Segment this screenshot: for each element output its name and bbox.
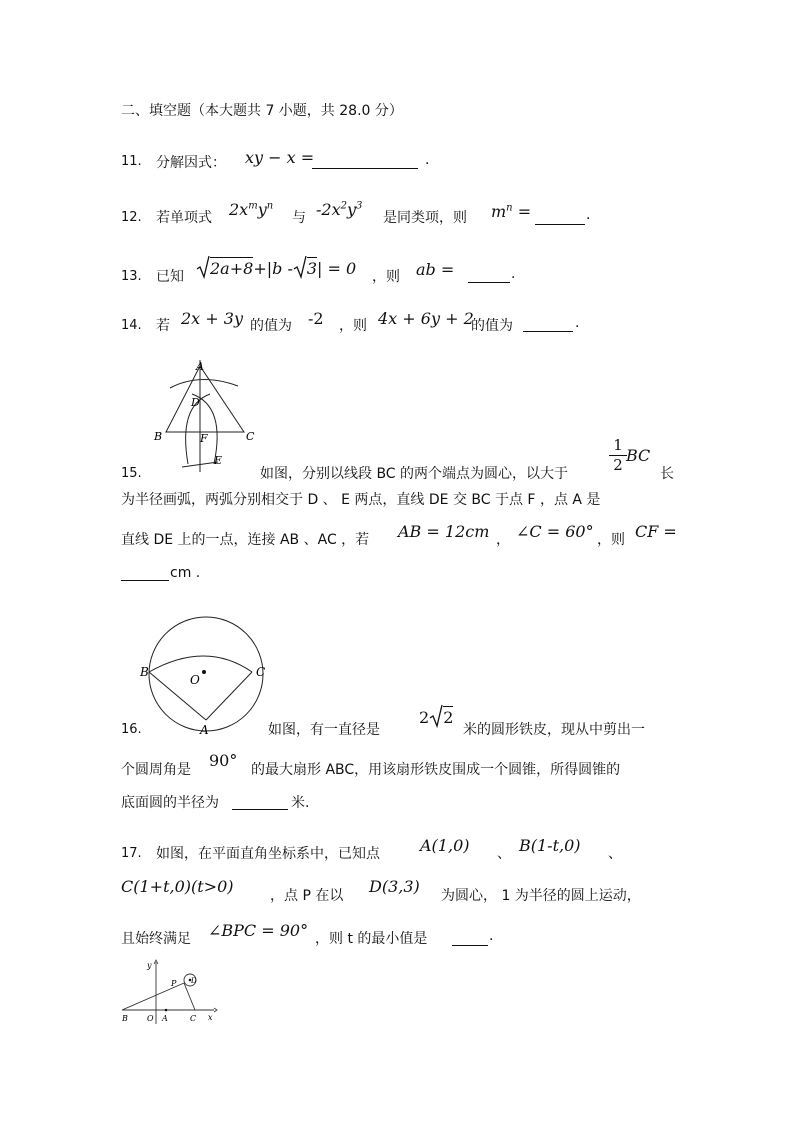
- label-c: C: [190, 1014, 197, 1023]
- q17-line2a: ，点 P 在以: [270, 888, 344, 904]
- q13-mid: ，则: [372, 269, 400, 285]
- q14-answer-blank[interactable]: [523, 317, 573, 332]
- q17-angle: ∠BPC = 90°: [208, 921, 309, 940]
- q15-line2: 为半径画弧，两弧分别相交于 D 、 E 两点，直线 DE 交 BC 于点 F ，点 A 是: [121, 492, 601, 508]
- q16-diameter: 2 2: [419, 704, 453, 728]
- q17-line3a: 且始终满足: [121, 931, 191, 947]
- q15-line4: cm .: [170, 565, 201, 581]
- q15-figure: [148, 354, 268, 476]
- q14-mid2: ，则: [339, 318, 367, 334]
- q12-monomial-2: $-2x^2y^3$: [316, 200, 363, 219]
- q14-number: 14.: [121, 318, 142, 333]
- section-title: 二、填空题（本大题共 7 小题，共 28.0 分）: [121, 103, 403, 119]
- label-a: A: [162, 1014, 168, 1023]
- q17-line3b: ，则 t 的最小值是: [315, 931, 428, 947]
- q13-lead: 已知: [156, 269, 184, 285]
- q14-expr-1: 2x + 3y: [181, 309, 243, 328]
- sqrt-sign-icon: [293, 255, 307, 279]
- q15-number: 15.: [121, 466, 142, 481]
- q17-sep2: 、: [608, 846, 622, 862]
- label-o: O: [147, 1014, 154, 1023]
- q17-point-c: C(1+t,0)(t>0): [121, 877, 234, 896]
- q15-line1b: 长: [660, 466, 674, 482]
- q15-line1a: 如图，分别以线段 BC 的两个端点为圆心，以大于: [260, 466, 569, 482]
- q14-mid1: 的值为: [250, 318, 292, 334]
- center-dot: [202, 670, 206, 674]
- q15-fraction-text: BC: [626, 446, 651, 465]
- q17-figure: [118, 958, 222, 1028]
- q15-line3a: 直线 DE 上的一点，连接 AB 、AC ，若: [121, 532, 370, 548]
- q14-expr-2: 4x + 6y + 2: [378, 309, 474, 328]
- label-b: B: [154, 430, 163, 443]
- q17-end: .: [489, 928, 494, 944]
- q17-line2b: 为圆心， 1 为半径的圆上运动，: [441, 888, 641, 904]
- q16-line1b: 米的圆形铁皮，现从中剪出一: [463, 722, 645, 738]
- q11-expr: xy − x =: [245, 148, 315, 167]
- q12-expr: $m^n$ =: [491, 202, 532, 221]
- q17-point-b: B(1-t,0): [519, 836, 581, 855]
- label-x: x: [208, 1013, 213, 1022]
- q17-sep1: 、: [497, 846, 511, 862]
- q17-number: 17.: [121, 846, 142, 861]
- q14-end: .: [575, 315, 580, 331]
- q16-line3a: 底面圆的半径为: [121, 795, 219, 811]
- label-y: y: [147, 961, 152, 970]
- q17-line1a: 如图，在平面直角坐标系中，已知点: [156, 846, 380, 862]
- q15-line3b: ，: [496, 532, 510, 548]
- sector-arc: [149, 656, 252, 672]
- q11-end: .: [425, 152, 430, 168]
- label-b: B: [140, 665, 149, 679]
- q15-answer-blank[interactable]: [121, 566, 169, 581]
- point-a-dot: [165, 1009, 168, 1012]
- q17-point-d: D(3,3): [369, 877, 420, 896]
- q11-lead: 分解因式：: [156, 155, 226, 171]
- q15-fraction: 1 2: [609, 436, 627, 474]
- arc-upper: [170, 379, 238, 388]
- label-c: C: [246, 430, 255, 443]
- label-o: O: [190, 673, 200, 687]
- q15-expr-3: CF =: [635, 522, 677, 541]
- label-a: A: [200, 723, 209, 737]
- q16-line2a: 个圆周角是: [121, 762, 191, 778]
- q12-answer-blank[interactable]: [535, 210, 585, 225]
- q13-expr: ab =: [416, 260, 455, 279]
- triangle-abc: [166, 366, 244, 432]
- q14-value: -2: [308, 309, 324, 328]
- q17-point-a: A(1,0): [420, 836, 470, 855]
- q12-mid2: 是同类项，则: [383, 210, 467, 226]
- q13-end: .: [511, 266, 516, 282]
- label-d: D: [191, 977, 197, 985]
- q15-expr-1: AB = 12cm: [398, 522, 490, 541]
- label-e: E: [214, 454, 223, 467]
- q11-number: 11.: [121, 154, 142, 169]
- sqrt-sign-icon: [196, 255, 210, 279]
- q17-answer-blank[interactable]: [452, 931, 488, 946]
- q16-number: 16.: [121, 722, 142, 737]
- q16-answer-blank[interactable]: [232, 795, 288, 810]
- q12-mid: 与: [292, 210, 306, 226]
- x-arrow-icon: [214, 1008, 217, 1012]
- label-f: F: [200, 432, 208, 445]
- q12-lead: 若单项式: [156, 210, 212, 226]
- q14-lead: 若: [156, 318, 170, 334]
- label-d: D: [191, 396, 200, 409]
- circle-o: [149, 617, 266, 731]
- q16-line2b: 的最大扇形 ABC，用该扇形铁皮围成一个圆锥，所得圆锥的: [251, 762, 621, 778]
- label-c: C: [256, 665, 266, 679]
- label-a: A: [196, 360, 204, 373]
- q13-answer-blank[interactable]: [468, 268, 510, 283]
- q14-mid3: 的值为: [471, 318, 513, 334]
- q11-answer-blank[interactable]: [312, 154, 418, 169]
- q16-line1a: 如图，有一直径是: [268, 722, 380, 738]
- q16-line3b: 米.: [291, 795, 310, 811]
- sqrt-sign-icon: [429, 704, 443, 728]
- line-pc: [184, 983, 195, 1010]
- label-b: B: [122, 1014, 128, 1023]
- q13-expr-left: 2a+8+|b - 3| = 0: [196, 255, 356, 281]
- q12-end: .: [586, 207, 591, 223]
- q12-number: 12.: [121, 210, 142, 225]
- q16-angle: 90°: [209, 751, 238, 770]
- q13-number: 13.: [121, 269, 142, 284]
- q15-expr-2: ∠C = 60°: [516, 522, 594, 541]
- q16-figure: [136, 616, 276, 740]
- line-ca: [206, 672, 252, 720]
- label-p: P: [171, 979, 177, 988]
- q15-line3c: ，则: [597, 532, 625, 548]
- q12-monomial-1: $2x^my^n$: [229, 200, 274, 219]
